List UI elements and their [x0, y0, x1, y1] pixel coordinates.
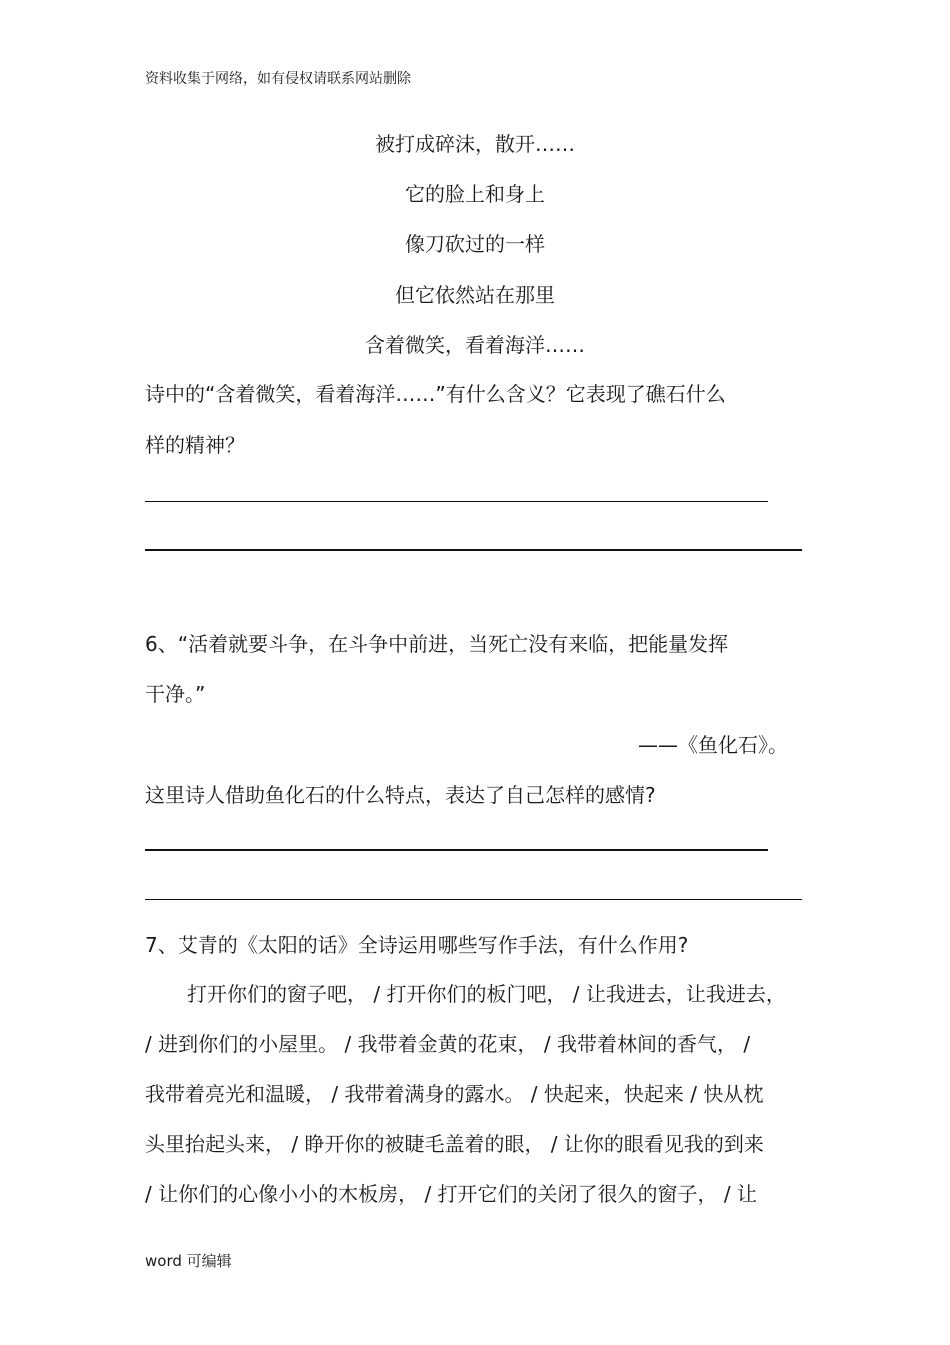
poem-line: 它的脸上和身上: [405, 182, 545, 206]
poem-line: 含着微笑，看着海洋……: [365, 333, 585, 357]
poem-excerpt-line: / 进到你们的小屋里。 / 我带着金黄的花束， / 我带着林间的香气， /: [145, 1032, 751, 1056]
question-5-line-1: 诗中的“含着微笑，看着海洋……”有什么含义？它表现了礁石什么: [145, 382, 726, 406]
poem-excerpt-line: 打开你们的窗子吧， / 打开你们的板门吧， / 让我进去，让我进去，: [187, 982, 786, 1006]
poem-line: 被打成碎沫，散开……: [375, 132, 575, 156]
poem-line: 但它依然站在那里: [395, 283, 555, 307]
answer-line: [145, 549, 802, 551]
question-7-title: 7、艾青的《太阳的话》全诗运用哪些写作手法，有什么作用?: [145, 933, 689, 957]
answer-line: [145, 849, 768, 851]
question-5-line-2: 样的精神？: [145, 433, 245, 457]
poem-line: 像刀砍过的一样: [405, 232, 545, 256]
answer-line: [145, 501, 768, 502]
question-6-line-1: 6、“活着就要斗争，在斗争中前进，当死亡没有来临，把能量发挥: [145, 632, 729, 656]
question-6-line-2: 干净。”: [145, 682, 206, 706]
quote-source: ——《鱼化石》。: [638, 733, 788, 757]
page-header: 资料收集于网络，如有侵权请联系网站删除: [145, 71, 411, 87]
poem-excerpt-line: / 让你们的心像小小的木板房， / 打开它们的关闭了很久的窗子， / 让: [145, 1182, 758, 1206]
answer-line: [145, 899, 802, 900]
poem-excerpt-line: 头里抬起头来， / 睁开你的被睫毛盖着的眼， / 让你的眼看见我的到来: [145, 1132, 764, 1156]
question-6-prompt: 这里诗人借助鱼化石的什么特点，表达了自己怎样的感情?: [145, 783, 656, 807]
poem-excerpt-line: 我带着亮光和温暖， / 我带着满身的露水。 / 快起来，快起来 / 快从枕: [145, 1082, 764, 1106]
page-footer: word 可编辑: [145, 1252, 232, 1270]
